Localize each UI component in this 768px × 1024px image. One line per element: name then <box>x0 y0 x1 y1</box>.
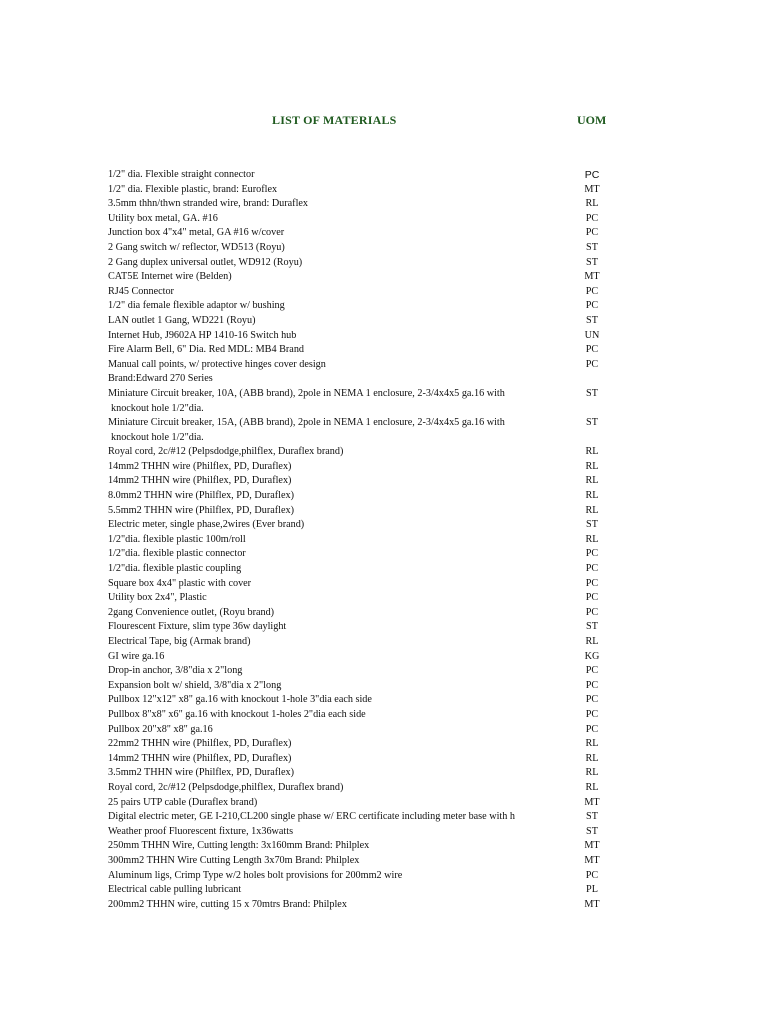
material-row <box>108 650 728 665</box>
material-description: Aluminum ligs, Crimp Type w/2 holes bolt provisions for 200mm2 wire <box>108 869 403 881</box>
material-description: 1/2"dia. flexible plastic coupling <box>108 563 242 575</box>
material-description: Miniature Circuit breaker, 15A, (ABB brand), 2pole in NEMA 1 enclosure, 2-3/4x4x5 ga.16 with <box>108 417 505 429</box>
material-uom: ST <box>586 417 598 429</box>
material-description: 200mm2 THHN wire, cutting 15 x 70mtrs Brand: Philplex <box>108 898 347 910</box>
material-uom: PC <box>585 606 599 618</box>
material-description: 14mm2 THHN wire (Philflex, PD, Duraflex) <box>108 460 292 472</box>
material-row <box>108 416 728 431</box>
material-row <box>108 504 728 519</box>
material-description: Internet Hub, J9602A HP 1410-16 Switch hub <box>108 329 297 341</box>
material-row <box>108 810 728 825</box>
material-row <box>108 474 728 489</box>
material-row <box>108 372 728 387</box>
material-row <box>108 635 728 650</box>
material-description: 25 pairs UTP cable (Duraflex brand) <box>108 796 258 808</box>
material-row <box>108 839 728 854</box>
material-row <box>108 445 728 460</box>
material-description: 1/2" dia. Flexible straight connector <box>108 169 255 180</box>
material-row <box>108 197 728 212</box>
material-row <box>108 329 728 344</box>
material-uom: RL <box>585 781 599 793</box>
material-description: LAN outlet 1 Gang, WD221 (Royu) <box>108 314 256 326</box>
material-description: Electrical cable pulling lubricant <box>108 884 242 896</box>
list-title: LIST OF MATERIALS <box>272 113 397 127</box>
material-uom: RL <box>585 475 599 487</box>
material-description: Flourescent Fixture, slim type 36w daylight <box>108 621 287 633</box>
material-description: Square box 4x4" plastic with cover <box>108 577 252 589</box>
material-row <box>108 212 728 227</box>
material-description: Miniature Circuit breaker, 10A, (ABB brand), 2pole in NEMA 1 enclosure, 2-3/4x4x5 ga.16 with <box>108 387 505 399</box>
material-row <box>108 314 728 329</box>
material-row <box>108 708 728 723</box>
material-row <box>108 241 728 256</box>
material-row <box>108 489 728 504</box>
material-uom: RL <box>585 533 599 545</box>
material-uom: PC <box>585 869 599 881</box>
material-description: Fire Alarm Bell, 6" Dia. Red MDL: MB4 Brand <box>108 344 305 356</box>
material-row <box>108 343 728 358</box>
material-uom: MT <box>584 271 600 283</box>
material-uom: PC <box>585 344 599 356</box>
material-row <box>108 825 728 840</box>
material-uom: PC <box>585 212 599 224</box>
material-description: 3.5mm2 THHN wire (Philflex, PD, Duraflex) <box>108 767 294 779</box>
material-uom: PC <box>585 227 599 239</box>
material-row <box>108 270 728 285</box>
material-uom: PL <box>586 884 598 896</box>
material-row <box>108 168 728 183</box>
material-description: Utility box 2x4", Plastic <box>108 592 207 604</box>
material-uom: RL <box>585 767 599 779</box>
material-uom: ST <box>586 519 598 531</box>
material-row <box>108 183 728 198</box>
material-description: 1/2" dia. Flexible plastic, brand: Euroflex <box>108 183 278 195</box>
material-description: Utility box metal, GA. #16 <box>108 212 218 224</box>
material-description: Drop-in anchor, 3/8"dia x 2"long <box>108 665 243 677</box>
material-row <box>108 796 728 811</box>
material-row <box>108 883 728 898</box>
material-uom: RL <box>585 198 599 210</box>
material-uom: ST <box>586 241 598 253</box>
material-uom: KG <box>584 650 600 662</box>
material-uom: PC <box>585 592 599 604</box>
material-row <box>108 898 728 913</box>
material-uom: PC <box>585 723 599 735</box>
material-description: Weather proof Fluorescent fixture, 1x36watts <box>108 825 294 837</box>
material-description: Pullbox 20"x8" x8" ga.16 <box>108 723 213 735</box>
material-row <box>108 854 728 869</box>
material-description: Royal cord, 2c/#12 (Pelpsdodge,philflex, Duraflex brand) <box>108 781 344 793</box>
material-description: 1/2" dia female flexible adaptor w/ bushing <box>108 300 285 312</box>
material-row <box>108 737 728 752</box>
material-description: Junction box 4"x4" metal, GA #16 w/cover <box>108 227 285 239</box>
material-uom: MT <box>584 840 600 852</box>
material-description: knockout hole 1/2"dia. <box>111 431 204 443</box>
material-uom: ST <box>586 387 598 399</box>
material-row <box>108 547 728 562</box>
material-description: Manual call points, w/ protective hinges cover design <box>108 358 326 370</box>
material-row <box>108 518 728 533</box>
material-uom: MT <box>584 796 600 808</box>
material-row <box>108 723 728 738</box>
material-description: Brand:Edward 270 Series <box>108 373 213 385</box>
material-uom: PC <box>584 169 600 181</box>
material-uom: ST <box>586 621 598 633</box>
material-uom: ST <box>586 256 598 268</box>
material-uom: RL <box>585 636 599 647</box>
material-row <box>108 387 728 402</box>
material-description: 5.5mm2 THHN wire (Philflex, PD, Duraflex) <box>108 504 294 516</box>
material-uom: PC <box>585 358 599 370</box>
material-description: 3.5mm thhn/thwn stranded wire, brand: Duraflex <box>108 198 309 210</box>
material-row <box>108 285 728 300</box>
material-description: 300mm2 THHN Wire Cutting Length 3x70m Brand: Philplex <box>108 854 360 866</box>
material-uom: MT <box>584 183 600 195</box>
material-row <box>108 562 728 577</box>
material-uom: PC <box>585 300 599 312</box>
material-description: CAT5E Internet wire (Belden) <box>108 271 232 283</box>
material-uom: MT <box>584 854 600 866</box>
material-row <box>108 766 728 781</box>
material-description: 250mm THHN Wire, Cutting length: 3x160mm Brand: Philplex <box>108 840 370 852</box>
material-uom: PC <box>585 563 599 575</box>
material-row <box>108 402 728 417</box>
material-row <box>108 577 728 592</box>
material-uom: ST <box>586 314 598 326</box>
material-row <box>108 664 728 679</box>
material-description: Electric meter, single phase,2wires (Ever brand) <box>108 519 305 531</box>
material-description: 1/2"dia. flexible plastic 100m/roll <box>108 533 246 545</box>
material-row <box>108 606 728 621</box>
material-description: 8.0mm2 THHN wire (Philflex, PD, Duraflex) <box>108 490 294 502</box>
material-row <box>108 431 728 446</box>
material-row <box>108 358 728 373</box>
material-row <box>108 460 728 475</box>
material-description: RJ45 Connector <box>108 285 174 297</box>
material-uom: RL <box>585 504 599 516</box>
material-uom: ST <box>586 825 598 837</box>
material-uom: UN <box>584 329 600 341</box>
material-uom: RL <box>585 446 599 458</box>
material-description: Pullbox 8"x8" x6" ga.16 with knockout 1-holes 2"dia each side <box>108 708 366 720</box>
material-uom: ST <box>586 811 598 823</box>
material-description: 1/2"dia. flexible plastic connector <box>108 548 246 560</box>
material-uom: PC <box>585 708 599 720</box>
material-description: 22mm2 THHN wire (Philflex, PD, Duraflex) <box>108 738 292 750</box>
material-uom: PC <box>585 665 599 677</box>
material-uom: RL <box>585 490 599 502</box>
material-row <box>108 591 728 606</box>
material-uom: PC <box>585 694 599 706</box>
material-uom: PC <box>585 577 599 589</box>
material-row <box>108 620 728 635</box>
material-row <box>108 752 728 767</box>
material-description: 2gang Convenience outlet, (Royu brand) <box>108 606 275 618</box>
material-description: GI wire ga.16 <box>108 650 165 662</box>
material-uom: PC <box>585 679 599 691</box>
material-description: Electrical Tape, big (Armak brand) <box>108 636 251 647</box>
material-row <box>108 299 728 314</box>
material-uom: PC <box>585 285 599 297</box>
material-description: 14mm2 THHN wire (Philflex, PD, Duraflex) <box>108 752 292 764</box>
material-row <box>108 226 728 241</box>
uom-column-header: UOM <box>577 113 607 127</box>
material-description: Digital electric meter, GE I-210,CL200 single phase w/ ERC certificate including meter base with h <box>108 811 515 823</box>
material-uom: PC <box>585 548 599 560</box>
material-description: 14mm2 THHN wire (Philflex, PD, Duraflex) <box>108 475 292 487</box>
material-uom: RL <box>585 738 599 750</box>
material-row <box>108 679 728 694</box>
material-row <box>108 869 728 884</box>
material-description: knockout hole 1/2"dia. <box>111 402 204 414</box>
material-row <box>108 781 728 796</box>
material-description: Royal cord, 2c/#12 (Pelpsdodge,philflex, Duraflex brand) <box>108 446 344 458</box>
material-uom: RL <box>585 460 599 472</box>
material-uom: MT <box>584 898 600 910</box>
material-row <box>108 533 728 548</box>
material-description: Pullbox 12"x12" x8" ga.16 with knockout 1-hole 3"dia each side <box>108 694 372 706</box>
material-row <box>108 693 728 708</box>
material-description: 2 Gang duplex universal outlet, WD912 (Royu) <box>108 256 303 268</box>
material-row <box>108 256 728 271</box>
material-description: Expansion bolt w/ shield, 3/8"dia x 2"long <box>108 679 282 691</box>
material-uom: RL <box>585 752 599 764</box>
materials-list <box>108 168 728 912</box>
material-description: 2 Gang switch w/ reflector, WD513 (Royu) <box>108 241 285 253</box>
